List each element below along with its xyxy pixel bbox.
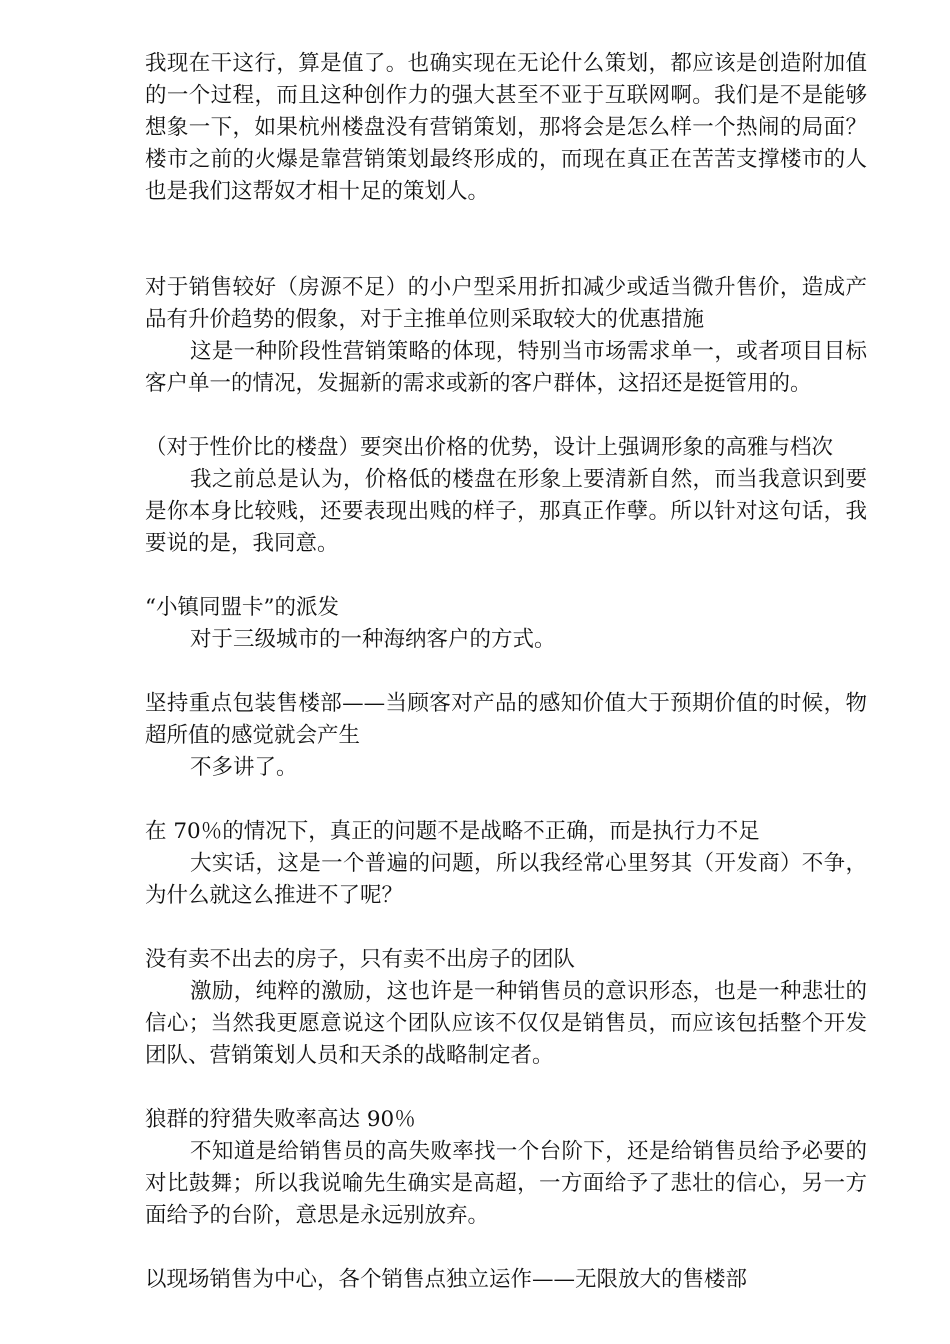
comment-value-projects: 我之前总是认为，价格低的楼盘在形象上要清新自然，而当我意识到要是你本身比较贱，还要表现出贱的样子，那真正作孽。所以针对这句话，我要说的是，我同意。 bbox=[145, 467, 867, 556]
spacer bbox=[145, 400, 867, 432]
comment-sales-team: 激励，纯粹的激励，这也许是一种销售员的意识形态，也是一种悲壮的信心；当然我更愿意说这个团队应该不仅仅是销售员，而应该包括整个开发团队、营销策划人员和天杀的战略制定者。 bbox=[145, 979, 867, 1068]
spacer bbox=[145, 656, 867, 688]
spacer bbox=[145, 1072, 867, 1104]
heading-small-units-pricing: 对于销售较好（房源不足）的小户型采用折扣减少或适当微升售价，造成产品有升价趋势的假象，对于主推单位则采取较大的优惠措施 bbox=[145, 275, 867, 332]
comment-town-alliance-card: 对于三级城市的一种海纳客户的方式。 bbox=[190, 627, 556, 652]
spacer bbox=[145, 784, 867, 816]
comment-small-units-pricing: 这是一种阶段性营销策略的体现，特别当市场需求单一，或者项目目标客户单一的情况，发掘新的需求或新的客户群体，这招还是挺管用的。 bbox=[145, 339, 867, 396]
document-page bbox=[145, 48, 867, 1296]
spacer bbox=[145, 912, 867, 944]
heading-town-alliance-card: “小镇同盟卡”的派发 bbox=[145, 595, 339, 620]
heading-value-projects: （对于性价比的楼盘）要突出价格的优势，设计上强调形象的高雅与档次 bbox=[145, 435, 834, 460]
heading-onsite-sales: 以现场销售为中心，各个销售点独立运作——无限放大的售楼部 bbox=[145, 1267, 748, 1292]
paragraph-intro: 我现在干这行，算是值了。也确实现在无论什么策划，都应该是创造附加值的一个过程，而且这种创作力的强大甚至不亚于互联网啊。我们是不是能够想象一下，如果杭州楼盘没有营销策划，那将会是怎么样一个热闹的局面？楼市之前的火爆是靠营销策划最终形成的，而现在真正在苦苦支撑楼市的人也是我们这帮奴才相十足的策划人。 bbox=[145, 51, 867, 204]
comment-sales-office-packaging: 不多讲了。 bbox=[190, 755, 298, 780]
heading-sales-team: 没有卖不出去的房子，只有卖不出房子的团队 bbox=[145, 947, 576, 972]
heading-wolf-pack: 狼群的狩猎失败率高达 90％ bbox=[145, 1107, 416, 1132]
comment-execution: 大实话，这是一个普遍的问题，所以我经常心里努其（开发商）不争，为什么就这么推进不了呢？ bbox=[145, 851, 867, 908]
heading-execution: 在 70％的情况下，真正的问题不是战略不正确，而是执行力不足 bbox=[145, 819, 760, 844]
spacer bbox=[145, 1232, 867, 1264]
spacer bbox=[145, 560, 867, 592]
comment-wolf-pack: 不知道是给销售员的高失败率找一个台阶下，还是给销售员给予必要的对比鼓舞；所以我说喻先生确实是高超，一方面给予了悲壮的信心，另一方面给予的台阶，意思是永远别放弃。 bbox=[145, 1139, 867, 1228]
heading-sales-office-packaging: 坚持重点包装售楼部——当顾客对产品的感知价值大于预期价值的时候，物超所值的感觉就会产生 bbox=[145, 691, 867, 748]
spacer bbox=[145, 208, 867, 272]
